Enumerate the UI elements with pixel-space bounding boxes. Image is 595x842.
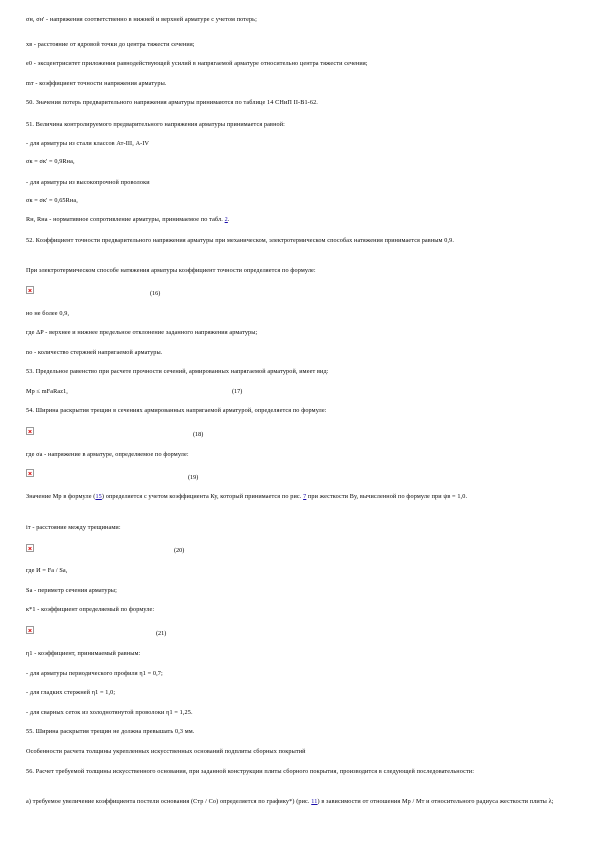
text-line: - для арматуры из стали классов Ат-III, А-IV [26,140,150,147]
text-paragraph: 52. Коэффициент точности предварительного напряжения арматуры при механическом, электротермическом способах натяжения принимается равным 0,9. [26,237,455,244]
text-part: Значение Мр в формуле ( [26,493,96,500]
text-line: к*1 - коэффициент определяемый по формуле: [26,606,155,613]
text-line: е0 - эксцентриситет приложения равнодействующей усилий в напрягаемой арматуре относительно центра тяжести сечения; [26,60,368,67]
figure-link[interactable]: 7 [303,493,307,500]
text-paragraph [26,493,571,501]
formula-line: σк = σк' = 0,9Rна, [26,158,75,165]
equation-number: (16) [150,290,161,297]
text-line: При электротермическом способе натяжения арматуры коэффициент точности определяется по формуле: [26,267,316,274]
formula-image-placeholder [26,469,34,477]
text-line: - для арматуры периодического профиля η1 = 0,7; [26,670,163,677]
formula-image-placeholder [26,626,34,634]
equation-number: (18) [193,431,204,438]
text-paragraph: 56. Расчет требуемой толщины искусственного основания, при заданной конструкции плиты сборного покрытия, производится в следующей последовательности: [26,768,475,775]
text-line-part: . [227,216,230,223]
equation-number: (21) [156,630,167,637]
text-line: - для арматуры из высокопрочной проволоки [26,179,150,186]
formula-line: Мр ≤ mFaRaz1, [26,388,68,395]
formula-image-placeholder [26,544,34,552]
text-line [26,216,230,224]
table-link[interactable]: 2 [224,216,228,223]
figure-link[interactable]: 11 [311,798,318,805]
text-line: 51. Величина контролируемого предварительного напряжения арматуры принимается равной: [26,121,286,128]
text-line: 54. Ширина раскрытия трещин в сечениях армированных напрягаемой арматурой, определяется по формуле: [26,407,327,414]
equation-number: (20) [174,547,185,554]
text-part: ) в зависимости от отношения Мр / Мт и относительного радиуса жесткости плиты λ; [317,798,554,805]
equation-number: (17) [232,388,243,395]
text-line: но не более 0,9, [26,310,70,317]
equation-number: (19) [188,474,199,481]
text-line: где σа - напряжение в арматуре, определяемое по формуле: [26,451,189,458]
text-line: η1 - коэффициент, принимаемый равным: [26,650,141,657]
text-paragraph [26,798,571,806]
text-line: mт - коэффициент точности напряжения арматуры. [26,80,167,87]
formula-image-placeholder [26,427,34,435]
text-line: nо - количество стержней напрягаемой арматуры. [26,349,163,356]
text-line-part: Rн, Rна - нормативное сопротивление арматуры, принимаемое по табл. [26,216,225,223]
text-line: хв - расстояние от ядровой точки до центра тяжести сечения; [26,41,195,48]
text-line: - для гладких стержней η1 = 1,0; [26,689,116,696]
text-line: Sа - периметр сечения арматуры; [26,587,117,594]
text-line: σн, σн' - напряжения соответственно в нижней и верхней арматуре с учетом потерь; [26,16,257,23]
text-line: 53. Предельное равенство при расчете прочности сечений, армированных напрягаемой арматурой, имеет вид: [26,368,329,375]
text-line: 50. Значения потерь предварительного напряжения арматуры принимаются по таблице 14 СНиП II-В1-62. [26,99,318,106]
text-line: 55. Ширина раскрытия трещин не должна превышать 0,3 мм. [26,728,195,735]
formula-link[interactable]: 15 [95,493,102,500]
text-part: а) требуемое увеличение коэффициента постели основания (Стр / Со) определяется по графику*) (рис. [26,798,312,805]
section-heading: Особенности расчета толщины укрепленных искусственных оснований подплиты сборных покрытий [26,748,306,755]
text-line: где И = Fа / Sа, [26,567,68,574]
formula-line: σк = σк' = 0,65Rна, [26,197,78,204]
text-line: iт - расстояние между трещинами: [26,524,121,531]
text-line: где ΔP - верхнее и нижнее предельное отклонение заданного напряжения арматуры; [26,329,258,336]
formula-image-placeholder [26,286,34,294]
text-part: ) определяется с учетом коэффициента Ку, который принимается по рис. [101,493,304,500]
text-part: при жесткости Ву, вычисленной по формуле при ψв = 1,0. [306,493,468,500]
text-line: - для сварных сеток из холоднотянутой проволоки η1 = 1,25. [26,709,193,716]
